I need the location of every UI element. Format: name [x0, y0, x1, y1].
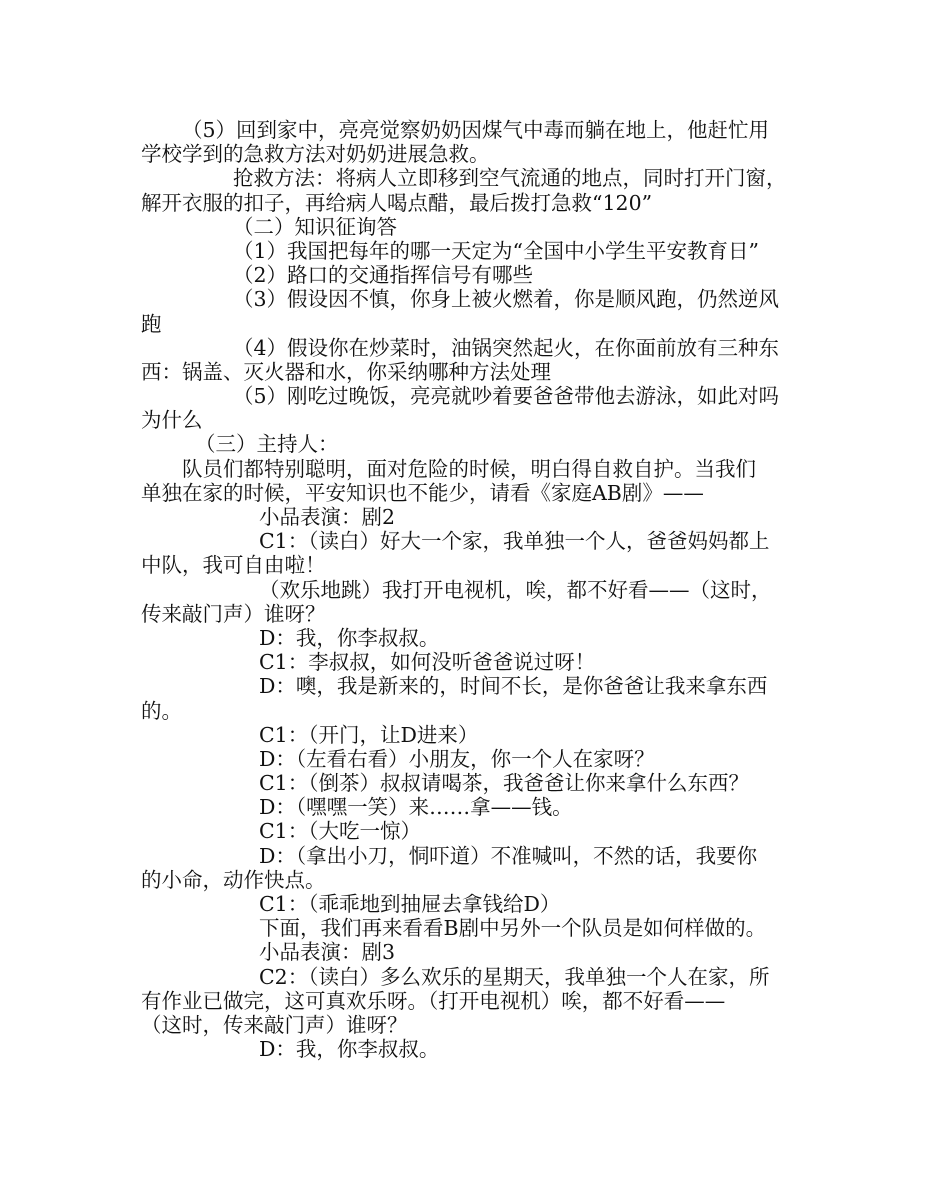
text-line: C1：（读白）好大一个家，我单独一个人，爸爸妈妈都上: [259, 529, 770, 554]
text-line: （5）回到家中，亮亮觉察奶奶因煤气中毒而躺在地上，他赶忙用: [182, 118, 770, 142]
text-line: 中队，我可自由啦！: [141, 553, 326, 578]
text-line: C2：（读白）多么欢乐的星期天，我单独一个人在家，所: [259, 964, 770, 989]
text-line: 队员们都特别聪明，面对危险的时候，明白得自救自护。当我们: [182, 456, 756, 481]
text-line: （三）主持人：: [195, 432, 339, 457]
text-line: D：（左看右看）小朋友，你一个人在家呀？: [259, 746, 655, 771]
text-line: C1：（乖乖地到抽屉去拿钱给D）: [259, 892, 561, 916]
text-line: 传来敲门声）谁呀？: [141, 601, 326, 626]
text-line: 小品表演：剧2: [259, 505, 396, 529]
text-line: D：我，你李叔叔。: [259, 1037, 440, 1062]
text-line: D：（嘿嘿一笑）来……拿——钱。: [259, 795, 573, 820]
text-line: C1：（倒茶）叔叔请喝茶，我爸爸让你来拿什么东西？: [259, 771, 749, 796]
text-line: 西：锅盖、灭火器和水，你采纳哪种方法处理: [141, 359, 551, 384]
text-line: D：（拿出小刀，恫吓道）不准喊叫，不然的话，我要你: [259, 843, 758, 868]
text-line: 的小命，动作快点。: [141, 867, 326, 892]
text-line: 为什么: [141, 408, 203, 433]
text-line: 小品表演：剧3: [259, 940, 396, 965]
text-line: D：我，你李叔叔。: [259, 625, 440, 650]
text-line: （二）知识征询答: [233, 214, 397, 239]
text-line: （1）我国把每年的哪一天定为“全国中小学生平安教育日”: [233, 238, 760, 263]
text-line: 单独在家的时候，平安知识也不能少，请看《家庭AB剧》——: [141, 480, 704, 505]
text-line: 的。: [141, 698, 182, 723]
text-line: C1：李叔叔，如何没听爸爸说过呀！: [259, 650, 596, 675]
text-line: （3）假设因不慎，你身上被火燃着，你是顺风跑，仍然逆风: [233, 287, 780, 312]
text-line: C1：（开门，让D进来）: [259, 722, 479, 747]
text-line: 下面，我们再来看看B剧中另外一个队员是如何样做的。: [259, 916, 767, 941]
text-line: （5）刚吃过晚饭，亮亮就吵着要爸爸带他去游泳，如此对吗: [233, 384, 780, 409]
text-line: （欢乐地跳）我打开电视机，唉，都不好看——（这时，: [259, 577, 772, 602]
text-line: 解开衣服的扣子，再给病人喝点醋，最后拨打急救“120”: [141, 190, 653, 215]
document-body: [141, 118, 813, 1061]
text-line: 有作业已做完，这可真欢乐呀。（打开电视机）唉，都不好看——: [141, 988, 726, 1013]
text-line: 跑: [141, 311, 162, 336]
text-line: D：噢，我是新来的，时间不长，是你爸爸让我来拿东西: [259, 674, 768, 699]
text-line: （4）假设你在炒菜时，油锅突然起火，在你面前放有三种东: [233, 335, 780, 360]
text-line: 学校学到的急救方法对奶奶进展急救。: [141, 142, 490, 167]
text-line: （2）路口的交通指挥信号有哪些: [233, 263, 534, 288]
text-line: C1：（大吃一惊）: [259, 819, 421, 844]
text-line: 抢救方法：将病人立即移到空气流通的地点，同时打开门窗，: [233, 166, 787, 191]
text-line: （这时，传来敲门声）谁呀？: [141, 1012, 408, 1037]
